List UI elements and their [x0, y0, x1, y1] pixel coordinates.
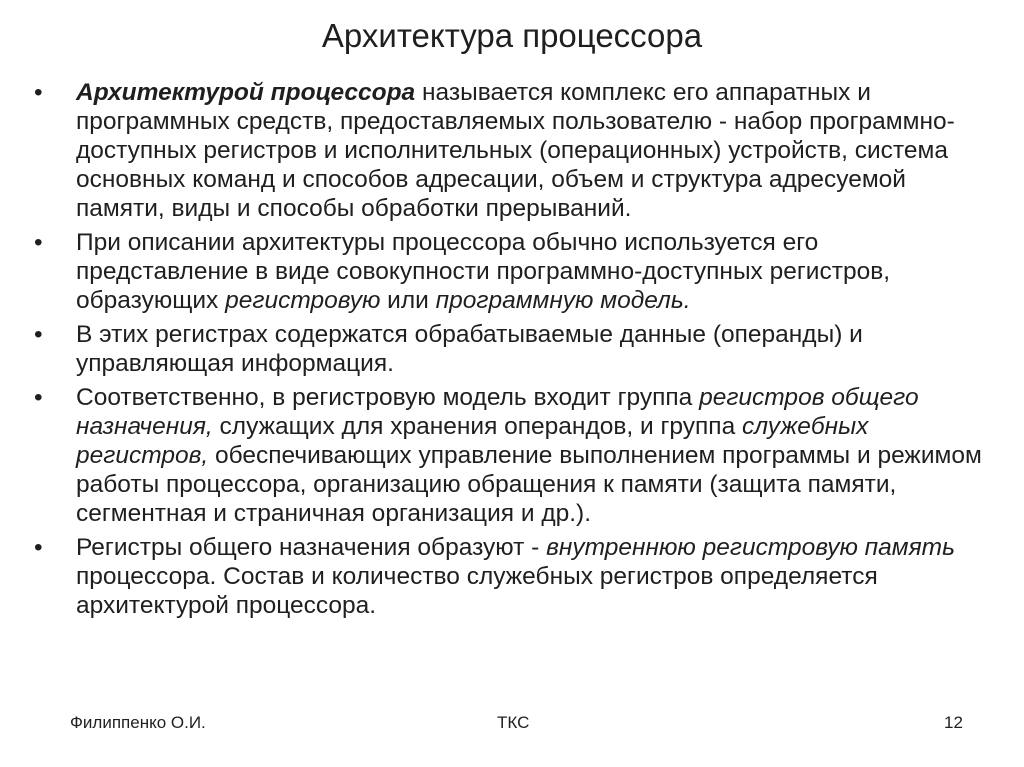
- bullet-item: [34, 228, 994, 315]
- bullet-marker: •: [34, 321, 43, 348]
- text-segment: Соответственно, в регистровую модель входит группа: [76, 384, 700, 411]
- bullet-marker: •: [34, 229, 43, 256]
- footer-author: Филиппенко О.И.: [70, 713, 206, 732]
- bullet-marker: •: [34, 534, 43, 561]
- slide-title: Архитектура процессора: [321, 17, 703, 54]
- text-segment: обеспечивающих управление выполнением программы и режимом работы процессора, организацию обращения к памяти (защита памяти, сегментная и страничная организация и др.).: [76, 442, 982, 527]
- italic-term: регистровую: [225, 287, 381, 314]
- page-number: 12: [944, 713, 963, 732]
- text-segment: называется комплекс его аппаратных и программных средств, предоставляемых пользователю - набор программно-доступных регистров и исполнительных (операционных) устройств, система основных команд и способов адресации, объем и структура адресуемой памяти, виды и способы обработки прерываний.: [76, 79, 955, 222]
- text-segment: При описании архитектуры процессора обычно используется его представление в виде совокупности программно-доступных регистров, образующих: [76, 229, 891, 314]
- bullet-text: [76, 534, 955, 619]
- bullet-item: [34, 320, 994, 378]
- bullet-marker: •: [34, 79, 43, 106]
- text-segment: процессора. Состав и количество служебных регистров определяется архитектурой процессора.: [76, 563, 878, 619]
- bullet-item: [34, 383, 994, 528]
- italic-term: регистров общего назначения,: [76, 384, 919, 440]
- footer-course: ТКС: [497, 713, 530, 732]
- italic-term: внутреннюю регистровую память: [546, 534, 955, 561]
- bullet-item: [34, 78, 994, 223]
- bullet-item: [34, 533, 994, 620]
- bullet-text: [76, 321, 863, 377]
- bullet-marker: •: [34, 384, 43, 411]
- term-highlight: Архитектурой процессора: [76, 79, 416, 106]
- bullet-list: [34, 78, 994, 625]
- italic-term: программную модель.: [435, 287, 691, 314]
- text-segment: или: [380, 287, 436, 314]
- bullet-text: [76, 384, 982, 527]
- italic-term: служебных регистров,: [76, 413, 869, 469]
- text-segment: служащих для хранения операндов, и группа: [212, 413, 743, 440]
- bullet-text: [76, 229, 890, 314]
- text-segment: В этих регистрах содержатся обрабатываемые данные (операнды) и управляющая информация.: [76, 321, 863, 377]
- bullet-text: [76, 79, 955, 222]
- text-segment: Регистры общего назначения образуют -: [76, 534, 547, 561]
